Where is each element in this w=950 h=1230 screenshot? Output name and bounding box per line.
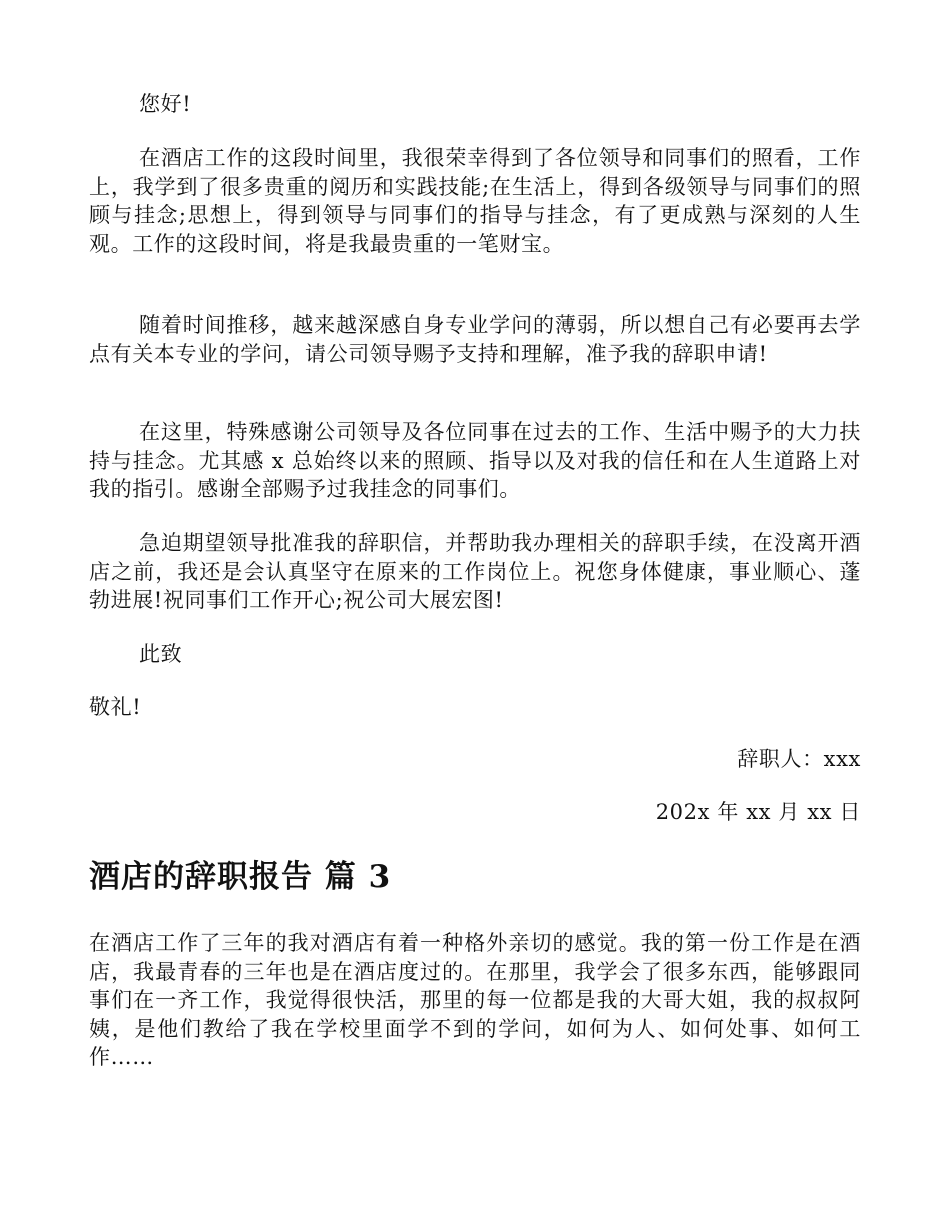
- letter-date: 202x 年 xx 月 xx 日: [655, 800, 861, 824]
- letter-paragraph-1: 在酒店工作的这段时间里，我很荣幸得到了各位领导和同事们的照看，工作上，我学到了很多贵重的阅历和实践技能;在生活上，得到各级领导与同事们的照顾与挂念;思想上，得到领导与同事们的指导与挂念，有了更成熟与深刻的人生观。工作的这段时间，将是我最贵重的一笔财宝。: [89, 146, 861, 256]
- section-body: 在酒店工作了三年的我对酒店有着一种格外亲切的感觉。我的第一份工作是在酒店，我最青春的三年也是在酒店度过的。在那里，我学会了很多东西，能够跟同事们在一齐工作，我觉得很快活，那里的每一位都是我的大哥大姐，我的叔叔阿姨，是他们教给了我在学校里面学不到的学问，如何为人、如何处事、如何工作……: [89, 931, 861, 1070]
- letter-paragraph-4: 急迫期望领导批准我的辞职信，并帮助我办理相关的辞职手续，在没离开酒店之前，我还是会认真坚守在原来的工作岗位上。祝您身体健康，事业顺心、蓬勃进展!祝同事们工作开心;祝公司大展宏图!: [89, 531, 861, 613]
- letter-paragraph-2: 随着时间推移，越来越深感自身专业学问的薄弱，所以想自己有必要再去学点有关本专业的学问，请公司领导赐予支持和理解，准予我的辞职申请!: [89, 313, 861, 366]
- section-title: 酒店的辞职报告 篇 3: [89, 859, 392, 895]
- letter-salute: 敬礼!: [89, 695, 142, 719]
- letter-paragraph-3: 在这里，特殊感谢公司领导及各位同事在过去的工作、生活中赐予的大力扶持与挂念。尤其感 x 总始终以来的照顾、指导以及对我的信任和在人生道路上对我的指引。感谢全部赐予过我挂念的同事们。: [89, 420, 861, 502]
- letter-closing: 此致: [139, 642, 183, 666]
- letter-signature: 辞职人：xxx: [737, 747, 861, 771]
- letter-greeting: 您好!: [139, 92, 192, 116]
